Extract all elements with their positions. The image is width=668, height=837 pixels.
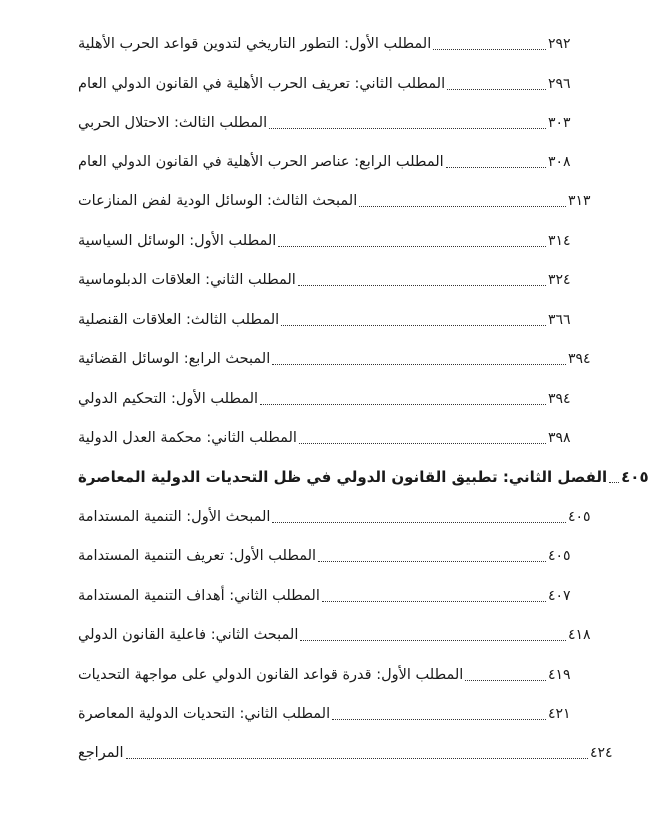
toc-entry-title: المراجع <box>78 745 124 761</box>
dot-leader <box>322 601 546 602</box>
toc-entry[interactable] <box>78 150 580 174</box>
toc-entry[interactable] <box>78 347 600 371</box>
toc-entry-title: المطلب الثاني: محكمة العدل الدولية <box>78 430 297 446</box>
toc-entry-title: المطلب الأول: الوسائل السياسية <box>78 233 277 249</box>
toc-entry-title: المطلب الثاني: تعريف الحرب الأهلية في القانون الدولي العام <box>78 76 446 92</box>
toc-entry-title: المبحث الثالث: الوسائل الودية لفض المنازعات <box>78 193 358 209</box>
toc-entry[interactable] <box>78 544 580 568</box>
toc-entry[interactable] <box>78 426 580 450</box>
toc-entry-page: ٢٩٦ <box>548 76 571 92</box>
toc-entry-title: المطلب الثالث: العلاقات القنصلية <box>78 312 280 328</box>
toc-entry-page: ٢٩٢ <box>548 36 571 52</box>
toc-entry-page: ٣٠٨ <box>548 154 571 170</box>
dot-leader <box>299 443 546 444</box>
toc-entry-page: ٣٩٤ <box>548 391 571 407</box>
toc-entry-title: المبحث الرابع: الوسائل القضائية <box>78 351 271 367</box>
dot-leader <box>281 325 546 326</box>
toc-entry[interactable] <box>78 32 580 56</box>
toc-entry-title: المطلب الأول: تعريف التنمية المستدامة <box>78 548 317 564</box>
toc-entry-page: ٤٢٤ <box>590 745 613 761</box>
dot-leader <box>332 719 546 720</box>
toc-entry[interactable] <box>78 268 580 292</box>
toc-entry[interactable] <box>78 189 600 213</box>
dot-leader <box>465 680 546 681</box>
toc-entry-page: ٤٠٥ <box>621 468 649 486</box>
dot-leader <box>269 128 546 129</box>
toc-chapter-entry[interactable] <box>78 465 649 489</box>
toc-entry-page: ٣١٣ <box>568 193 591 209</box>
toc-entry-page: ٤٠٥ <box>548 548 571 564</box>
toc-entry[interactable] <box>78 663 580 687</box>
toc-entry-page: ٤٠٥ <box>568 509 591 525</box>
toc-entry-page: ٣٩٤ <box>568 351 591 367</box>
toc-entry-page: ٤٠٧ <box>548 588 571 604</box>
toc-entry-title: المطلب الأول: التحكيم الدولي <box>78 391 259 407</box>
toc-entry[interactable] <box>78 584 580 608</box>
toc-entry-title: المطلب الثاني: التحديات الدولية المعاصرة <box>78 706 331 722</box>
toc-entry[interactable] <box>78 229 580 253</box>
toc-entry[interactable] <box>78 505 600 529</box>
toc-entry-title: المطلب الثاني: أهداف التنمية المستدامة <box>78 588 320 604</box>
toc-entry-page: ٤١٨ <box>568 627 591 643</box>
dot-leader <box>359 206 566 207</box>
toc-entry-page: ٣١٤ <box>548 233 571 249</box>
dot-leader <box>298 285 546 286</box>
toc-entry-title: المطلب الأول: قدرة قواعد القانون الدولي على مواجهة التحديات <box>78 667 464 683</box>
toc-entry[interactable] <box>78 623 600 647</box>
toc-entry-title: المطلب الثاني: العلاقات الدبلوماسية <box>78 272 296 288</box>
toc-entry-page: ٣٦٦ <box>548 312 571 328</box>
dot-leader <box>278 246 546 247</box>
toc-entry-title: المطلب الرابع: عناصر الحرب الأهلية في القانون الدولي العام <box>78 154 444 170</box>
dot-leader <box>272 522 566 523</box>
toc-entry[interactable] <box>78 72 580 96</box>
toc-entry-title: الفصل الثاني: تطبيق القانون الدولي في ظل التحديات الدولية المعاصرة <box>78 468 608 486</box>
toc-entry-page: ٤١٩ <box>548 667 571 683</box>
toc-entry-title: المطلب الثالث: الاحتلال الحربي <box>78 115 268 131</box>
toc-entry-title: المبحث الثاني: فاعلية القانون الدولي <box>78 627 299 643</box>
toc-entry[interactable] <box>78 387 580 411</box>
toc-entry[interactable] <box>78 308 580 332</box>
dot-leader <box>300 640 566 641</box>
dot-leader <box>318 561 546 562</box>
dot-leader <box>272 364 566 365</box>
toc-entry-page: ٤٢١ <box>548 706 571 722</box>
toc-entry-page: ٣٠٣ <box>548 115 571 131</box>
dot-leader <box>260 404 546 405</box>
dot-leader <box>447 89 546 90</box>
toc-entry[interactable] <box>78 702 580 726</box>
toc-entry[interactable] <box>78 111 580 135</box>
dot-leader <box>433 49 546 50</box>
toc-entry-title: المبحث الأول: التنمية المستدامة <box>78 509 271 525</box>
toc-entry-page: ٣٩٨ <box>548 430 571 446</box>
toc-entry-title: المطلب الأول: التطور التاريخي لتدوين قواعد الحرب الأهلية <box>78 36 432 52</box>
toc-references-entry[interactable] <box>78 741 622 765</box>
dot-leader <box>446 167 546 168</box>
dot-leader <box>126 758 588 759</box>
dot-leader <box>609 482 619 483</box>
toc-entry-page: ٣٢٤ <box>548 272 571 288</box>
